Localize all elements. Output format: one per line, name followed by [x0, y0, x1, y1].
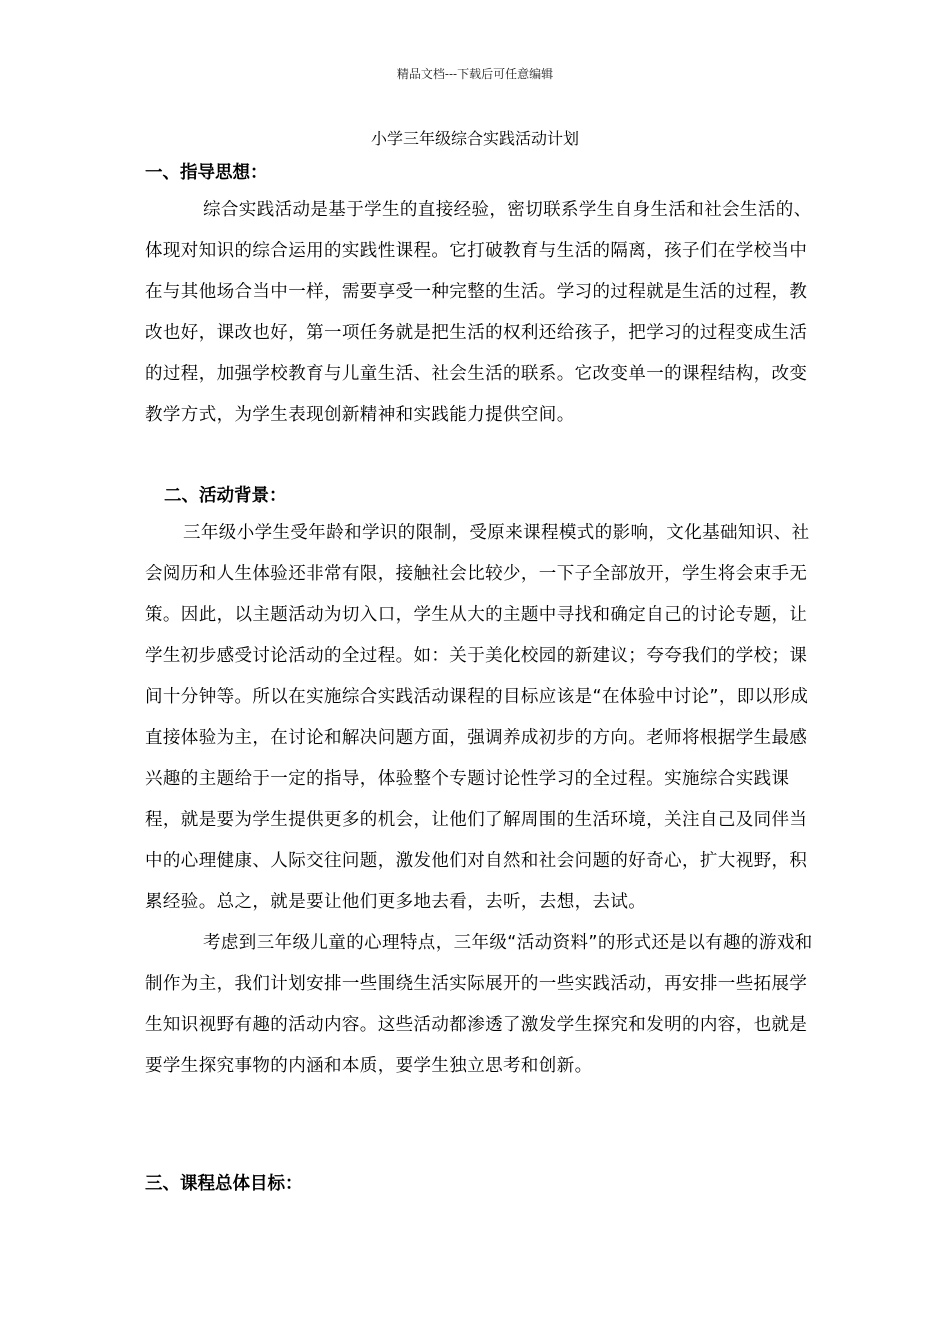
section-body-guiding-ideas: [145, 190, 815, 436]
section-body-background: [145, 513, 815, 1087]
paragraph: 考虑到三年级儿童的心理特点，三年级“活动资料”的形式还是以有趣的游戏和制作为主，我们计划安排一些围绕生活实际展开的一些实践活动，再安排一些拓展学生知识视野有趣的活动内容。这些活动都渗透了激发学生探究和发明的内容，也就是要学生探究事物的内涵和本质，要学生独立思考和创新。: [145, 933, 813, 1076]
section-heading-guiding-ideas: 一、指导思想：: [145, 163, 268, 183]
paragraph: 综合实践活动是基于学生的直接经验，密切联系学生自身生活和社会生活的、体现对知识的综合运用的实践性课程。它打破教育与生活的隔离，孩子们在学校当中在与其他场合当中一样，需要享受一种完整的生活。学习的过程就是生活的过程，教改也好，课改也好，第一项任务就是把生活的权利还给孩子，把学习的过程变成生活的过程，加强学校教育与儿童生活、社会生活的联系。它改变单一的课程结构，改变教学方式，为学生表现创新精神和实践能力提供空间。: [145, 200, 812, 425]
page-title: 小学三年级综合实践活动计划: [370, 129, 579, 148]
paragraph: 三年级小学生受年龄和学识的限制，受原来课程模式的影响，文化基础知识、社会阅历和人生体验还非常有限，接触社会比较少，一下子全部放开，学生将会束手无策。因此，以主题活动为切入口，学生从大的主题中寻找和确定自己的讨论专题，让学生初步感受讨论活动的全过程。如：关于美化校园的新建议；夸夸我们的学校；课间十分钟等。所以在实施综合实践活动课程的目标应该是“在体验中讨论”，即以形成直接体验为主，在讨论和解决问题方面，强调养成初步的方向。老师将根据学生最感兴趣的主题给于一定的指导，体验整个专题讨论性学习的全过程。实施综合实践课程，就是要为学生提供更多的机会，让他们了解周围的生活环境，关注自己及同伴当中的心理健康、人际交往问题，激发他们对自然和社会问题的好奇心，扩大视野，积累经验。总之，就是要让他们更多地去看，去听，去想，去试。: [145, 523, 810, 912]
section-heading-course-goals: 三、课程总体目标：: [145, 1174, 303, 1194]
header-note: 精品文档---下载后可任意编辑: [396, 67, 554, 81]
section-heading-background: 二、活动背景：: [164, 486, 287, 506]
